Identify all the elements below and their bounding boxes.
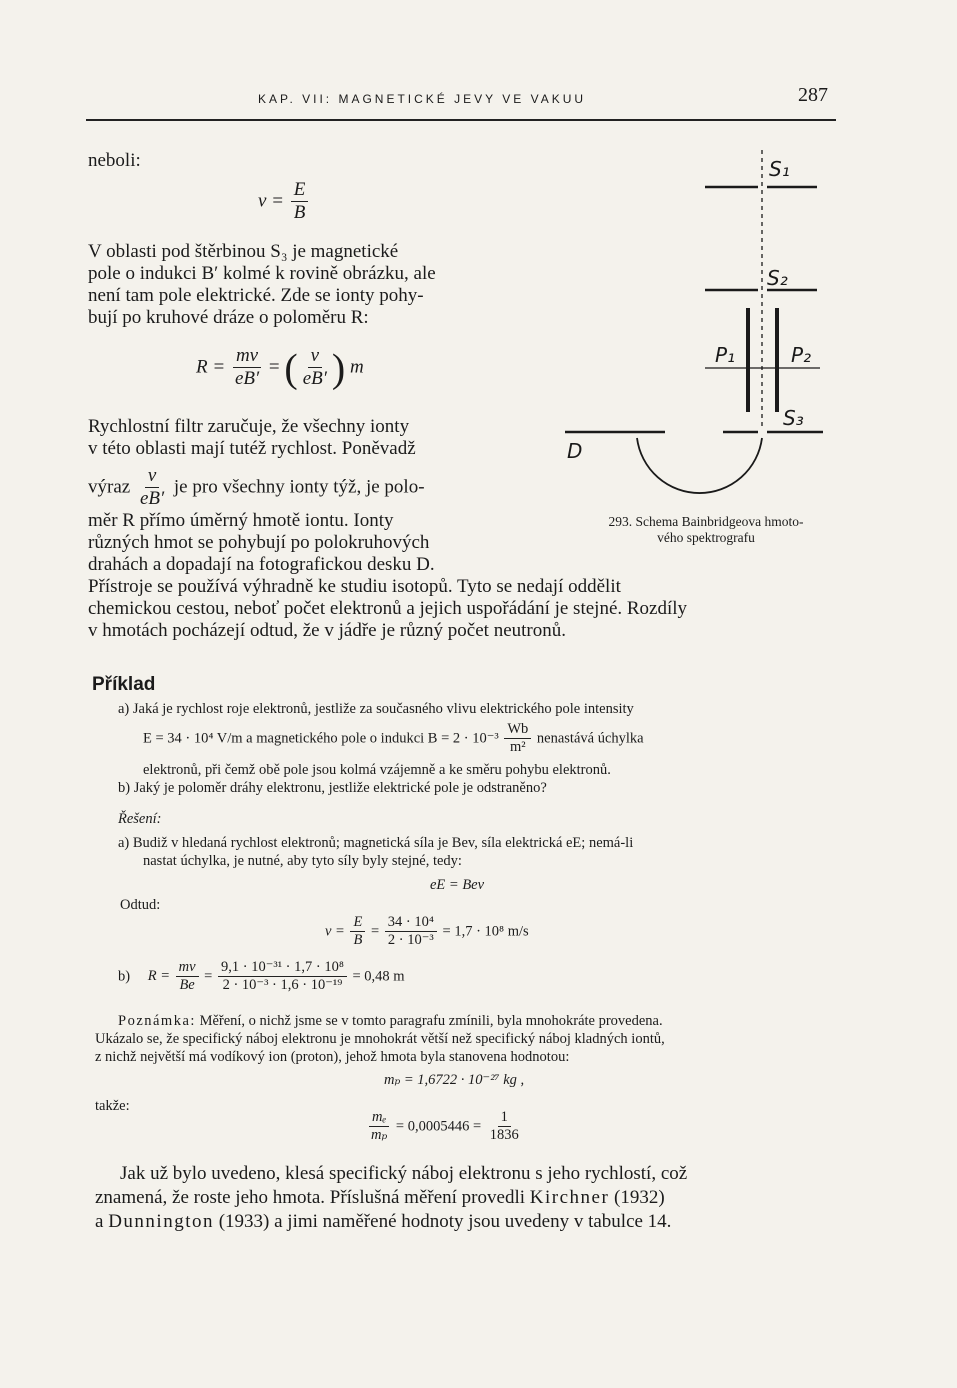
para4-line: Přístroje se používá výhradně ke studiu isotopů. Tyto se nedají oddělit [88,576,621,597]
para3-lead: výraz [88,476,131,498]
figure-caption [566,514,846,546]
eqb-f1-num: mv [176,960,199,977]
semicircular-ion-path [637,438,762,493]
eqb-label: b) [118,968,131,985]
para1-line: není tam pole elektrické. Zde se ionty pohy- [88,285,424,306]
example-question-a-line1: a) Jaká je rychlost roje elektronů, jestliže za současného vlivu elektrického pole intensity [118,701,634,717]
ratio-f2-num: 1 [498,1110,511,1127]
equation-proton-mass: mₚ = 1,6722 · 10⁻²⁷ kg , [384,1072,525,1088]
final-line2-pre: znamená, že roste jeho hmota. Příslušná měření provedli [95,1187,526,1208]
ratio-f1-num: mₑ [369,1110,389,1127]
paragraph-velocity-filter [88,416,416,460]
eqv-f1-num: E [350,915,365,932]
para1-line: V oblasti pod štěrbinou S₃ je magnetické [88,241,399,262]
paragraph-isotopes [88,576,687,642]
author-dunnington: Dunnington [108,1211,214,1232]
left-paren-icon: ( [284,345,298,391]
paragraph-radius-mass [88,510,435,576]
para3-num: v [145,466,159,488]
para3-line: různých hmot se pohybují po polokruhových [88,532,430,553]
ratio-mid: = 0,0005446 = [395,1118,482,1135]
para3-line: drahách a dopadají na fotografickou desku D. [88,554,435,575]
eqb-f1-den: Be [179,976,195,993]
eq2-equals: = [268,356,280,378]
eq2-f2-num: v [308,346,322,368]
equation-mass-ratio [366,1110,524,1144]
example-question-a-line2 [143,722,644,756]
example-question-b: b) Jaký je poloměr dráhy elektronu, jestliže elektrické pole je odstraněno? [118,780,547,796]
solution-label: Řešení: [118,811,162,827]
question-a-fields: E = 34 · 10⁴ V/m a magnetického pole o indukci B = 2 · 10⁻³ [143,730,499,747]
label-s1: S₁ [769,157,790,181]
solution-a-line2: nastat úchylka, je nutné, aby tyto síly byly stejné, tedy: [143,853,462,869]
takze-label: takže: [95,1098,130,1114]
note-line2: Ukázalo se, že specifický náboj elektronu je mnohokrát větší než specifický náboj kladných iontů, [95,1031,665,1047]
ratio-f2-den: 1836 [489,1126,519,1143]
unit-num: Wb [504,722,531,739]
eq2-tail: m [349,356,364,378]
caption-line: 293. Schema Bainbridgeova hmoto- [608,514,804,529]
final-line3-post: (1933) a jimi naměřené hodnoty jsou uvedeny v tabulce 14. [218,1211,672,1232]
final-para-line3 [95,1211,671,1233]
final-line2-post: (1932) [614,1187,665,1208]
para3-tail: je pro všechny ionty týž, je polo- [173,476,425,498]
final-line3-pre: a [95,1211,104,1232]
eqv-f1-den: B [353,931,363,948]
caption-line: vého spektrografu [657,530,755,545]
label-p1: P₁ [715,343,736,367]
eq1-num: E [291,180,309,202]
eq2-lhs: R = [196,356,226,378]
note-text: Měření, o nichž jsme se v tomto paragrafu zmínili, byla mnohokráte provedena. [199,1013,663,1029]
odtud-label: Odtud: [120,897,161,913]
note-line3: z nichž největší má vodíkový ion (proton), jehož hmota byla stanovena hodnotou: [95,1049,570,1065]
neboli-label: neboli: [88,150,141,171]
page-number: 287 [798,84,828,106]
final-para-line2 [95,1187,665,1209]
para1-line: bují po kruhové dráze o poloměru R: [88,307,369,328]
label-d: D [567,439,583,463]
right-paren-icon: ) [331,345,346,391]
equation-v-e-b [258,180,310,225]
eq2-f1-den: eB′ [234,367,260,389]
eq2-f1-num: mv [233,346,261,368]
para2-line: Rychlostní filtr zaručuje, že všechny ionty [88,416,410,437]
para1-line: pole o indukci B′ kolmé k rovině obrázku, ale [88,263,436,284]
eqb-lhs: R = [147,968,170,985]
para2-line: v této oblasti mají tutéž rychlost. Poněvadž [88,438,416,459]
unit-den: m² [509,738,526,755]
final-para-line1: Jak už bylo uvedeno, klesá specifický náboj elektronu s jeho rychlostí, což [120,1163,688,1184]
equation-velocity [325,915,529,949]
eqb-f2-den: 2 · 10⁻³ · 1,6 · 10⁻¹⁹ [222,976,343,993]
equation-eE-Bev: eE = Bev [430,877,485,893]
equation-radius [196,346,364,391]
eqb-f2-num: 9,1 · 10⁻³¹ · 1,7 · 10⁸ [218,960,347,977]
para4-line: chemickou cestou, neboť počet elektronů a jejich uspořádání je stejné. Rozdíly [88,598,688,619]
note-label: Poznámka: [118,1013,196,1029]
para3-line: měr R přímo úměrný hmotě iontu. Ionty [88,510,394,531]
label-s2: S₂ [767,266,788,290]
eq1-lhs: v = [258,190,285,212]
solution-a-line1: a) Budiž v hledaná rychlost elektronů; magnetická síla je Bev, síla elektrická eE; nemá-li [118,835,634,851]
eqv-f2-num: 34 · 10⁴ [385,915,437,932]
question-a-post: nenastává úchylka [536,730,644,747]
author-kirchner: Kirchner [529,1187,610,1208]
eqv-lhs: v = [325,923,345,940]
paragraph-expression [88,466,425,511]
eq1-den: B [293,201,306,223]
spectrograph-diagram [555,140,845,520]
para4-line: v hmotách pocházejí odtud, že v jádře je různý počet neutronů. [88,620,566,641]
eq2-f2-den: eB′ [302,367,327,389]
eqv-f2-den: 2 · 10⁻³ [387,931,434,948]
header-rule [86,119,836,121]
label-s3: S₃ [783,406,804,430]
example-question-a-line3: elektronů, při čemž obě pole jsou kolmá vzájemně a ke směru pohybu elektronů. [143,762,611,778]
note-line1 [118,1012,663,1030]
para3-den: eB′ [139,487,165,509]
example-heading: Příklad [92,674,156,695]
eqb-equals: = [204,968,213,985]
eqv-equals: = [370,923,380,940]
ratio-f1-den: mₚ [371,1126,388,1143]
running-head: KAP. VII: MAGNETICKÉ JEVY VE VAKUU [258,92,587,106]
eqv-result: = 1,7 · 10⁸ m/s [442,923,529,940]
label-p2: P₂ [791,343,812,367]
equation-radius-result [118,960,405,994]
paragraph-magnetic-region [88,241,436,329]
eqb-result: = 0,48 m [352,968,405,985]
